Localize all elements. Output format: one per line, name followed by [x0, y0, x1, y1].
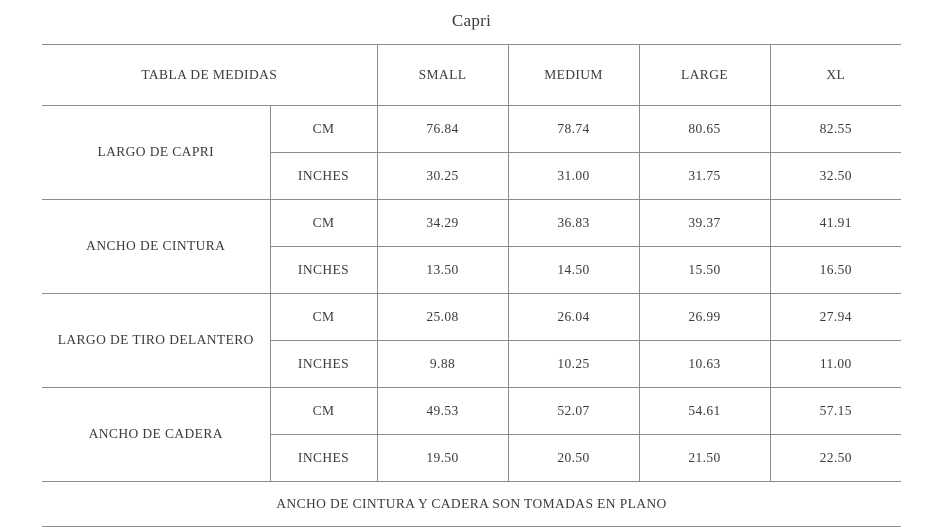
size-table-container — [0, 44, 943, 527]
group-label-largo-de-capri: LARGO DE CAPRI — [42, 106, 270, 200]
size-table — [42, 44, 901, 527]
value-cell: 10.63 — [639, 341, 770, 388]
value-cell: 39.37 — [639, 200, 770, 247]
table-row — [42, 388, 901, 435]
value-cell: 13.50 — [377, 247, 508, 294]
table-row — [42, 106, 901, 153]
unit-cell: INCHES — [270, 341, 377, 388]
value-cell: 30.25 — [377, 153, 508, 200]
unit-cell: INCHES — [270, 153, 377, 200]
table-footnote-row — [42, 482, 901, 527]
group-label-ancho-de-cadera: ANCHO DE CADERA — [42, 388, 270, 482]
value-cell: 14.50 — [508, 247, 639, 294]
value-cell: 25.08 — [377, 294, 508, 341]
header-size-large: LARGE — [639, 45, 770, 106]
footnote-text: ANCHO DE CINTURA Y CADERA SON TOMADAS EN PLANO — [42, 482, 901, 527]
value-cell: 19.50 — [377, 435, 508, 482]
value-cell: 9.88 — [377, 341, 508, 388]
value-cell: 10.25 — [508, 341, 639, 388]
unit-cell: CM — [270, 200, 377, 247]
value-cell: 49.53 — [377, 388, 508, 435]
value-cell: 78.74 — [508, 106, 639, 153]
table-header-row — [42, 45, 901, 106]
value-cell: 16.50 — [770, 247, 901, 294]
value-cell: 54.61 — [639, 388, 770, 435]
value-cell: 41.91 — [770, 200, 901, 247]
value-cell: 31.00 — [508, 153, 639, 200]
header-size-xl: XL — [770, 45, 901, 106]
header-size-small: SMALL — [377, 45, 508, 106]
value-cell: 26.99 — [639, 294, 770, 341]
value-cell: 80.65 — [639, 106, 770, 153]
value-cell: 76.84 — [377, 106, 508, 153]
value-cell: 82.55 — [770, 106, 901, 153]
value-cell: 36.83 — [508, 200, 639, 247]
unit-cell: INCHES — [270, 435, 377, 482]
value-cell: 11.00 — [770, 341, 901, 388]
value-cell: 52.07 — [508, 388, 639, 435]
header-size-medium: MEDIUM — [508, 45, 639, 106]
unit-cell: CM — [270, 106, 377, 153]
group-label-ancho-de-cintura: ANCHO DE CINTURA — [42, 200, 270, 294]
value-cell: 34.29 — [377, 200, 508, 247]
value-cell: 32.50 — [770, 153, 901, 200]
page-title: Capri — [451, 11, 492, 30]
value-cell: 26.04 — [508, 294, 639, 341]
table-row — [42, 200, 901, 247]
value-cell: 57.15 — [770, 388, 901, 435]
value-cell: 15.50 — [639, 247, 770, 294]
value-cell: 27.94 — [770, 294, 901, 341]
table-row — [42, 294, 901, 341]
header-label: TABLA DE MEDIDAS — [42, 45, 377, 106]
value-cell: 21.50 — [639, 435, 770, 482]
value-cell: 20.50 — [508, 435, 639, 482]
unit-cell: CM — [270, 294, 377, 341]
value-cell: 22.50 — [770, 435, 901, 482]
group-label-largo-de-tiro-delantero: LARGO DE TIRO DELANTERO — [42, 294, 270, 388]
value-cell: 31.75 — [639, 153, 770, 200]
unit-cell: INCHES — [270, 247, 377, 294]
unit-cell: CM — [270, 388, 377, 435]
